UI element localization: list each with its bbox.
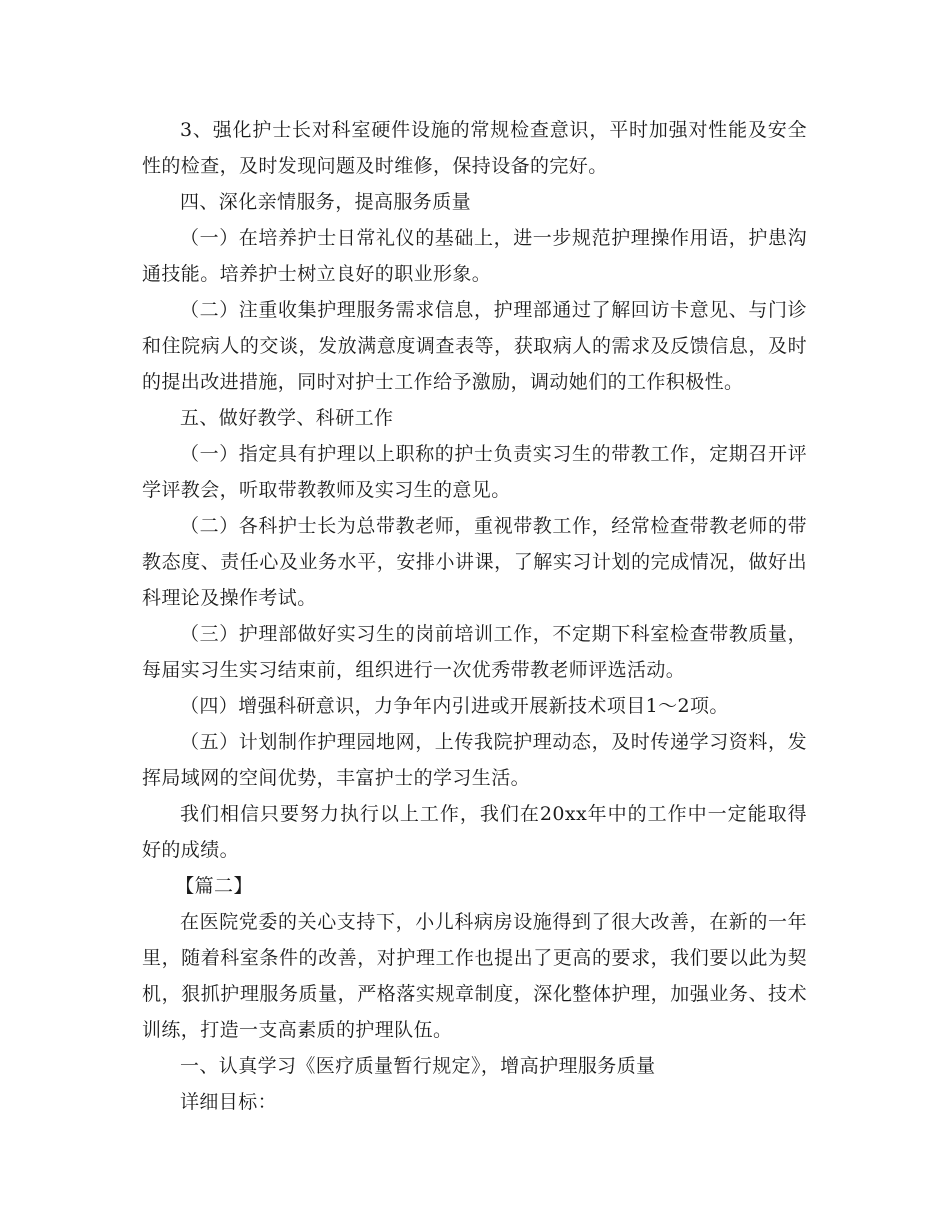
part-two-intro: 在医院党委的关心支持下，小儿科病房设施得到了很大改善，在新的一年里，随着科室条件的改善，对护理工作也提出了更高的要求，我们要以此为契机，狠抓护理服务质量，严格落实规章制度，深化整体护理，加强业务、技术训练，打造一支高素质的护理队伍。 [142, 911, 807, 1041]
specific-goals-label: 详细目标： [180, 1091, 278, 1113]
subsection-4-2: （二）注重收集护理服务需求信息，护理部通过了解回访卡意见、与门诊和住院病人的交谈，发放满意度调查表等，获取病人的需求及反馈信息，及时的提出改进措施，同时对护士工作给予激励，调动她们的工作积极性。 [142, 299, 807, 393]
subsection-5-3: （三）护理部做好实习生的岗前培训工作，不定期下科室检查带教质量，每届实习生实习结束前，组织进行一次优秀带教老师评选活动。 [142, 623, 807, 681]
subsection-5-2: （二）各科护士长为总带教老师，重视带教工作，经常检查带教老师的带教态度、责任心及业务水平，安排小讲课，了解实习计划的完成情况，做好出科理论及操作考试。 [142, 515, 807, 609]
subsection-5-1: （一）指定具有护理以上职称的护士负责实习生的带教工作，定期召开评学评教会，听取带教教师及实习生的意见。 [142, 443, 807, 501]
section-heading-4: 四、深化亲情服务，提高服务质量 [180, 191, 472, 213]
part-two-section-1-heading: 一、认真学习《医疗质量暂行规定》，增高护理服务质量 [180, 1055, 656, 1077]
part-two-heading: 【篇二】 [175, 875, 253, 897]
section-heading-5: 五、做好教学、科研工作 [180, 407, 394, 429]
paragraph-item-3: 3、强化护士长对科室硬件设施的常规检查意识，平时加强对性能及安全性的检查，及时发现问题及时维修，保持设备的完好。 [142, 119, 807, 177]
subsection-4-1: （一）在培养护士日常礼仪的基础上，进一步规范护理操作用语，护患沟通技能。培养护士树立良好的职业形象。 [142, 227, 807, 285]
closing-paragraph: 我们相信只要努力执行以上工作，我们在20xx年中的工作中一定能取得好的成绩。 [142, 803, 807, 861]
subsection-5-5: （五）计划制作护理园地网，上传我院护理动态，及时传递学习资料，发挥局域网的空间优势，丰富护士的学习生活。 [142, 731, 807, 789]
subsection-5-4: （四）增强科研意识，力争年内引进或开展新技术项目1～2项。 [180, 695, 729, 717]
document-body [142, 112, 807, 1120]
